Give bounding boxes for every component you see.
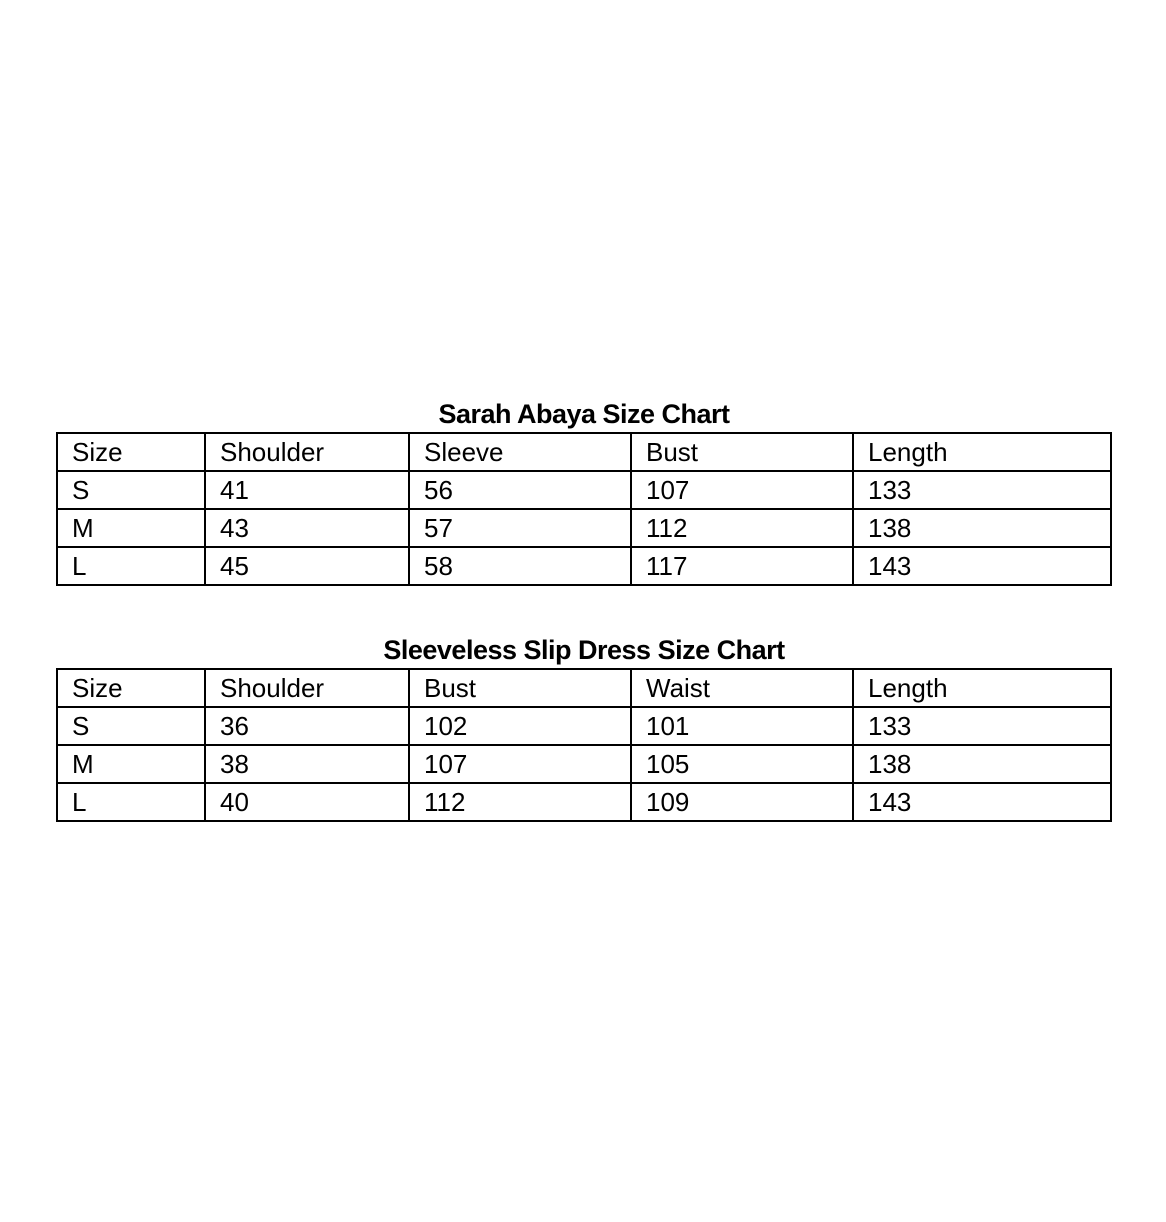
slip-dress-size-chart <box>56 632 1112 822</box>
table-cell: S <box>57 471 205 509</box>
table-cell: 40 <box>205 783 409 821</box>
header-cell-size: Size <box>57 433 205 471</box>
abaya-size-chart <box>56 396 1112 586</box>
header-cell-bust: Bust <box>409 669 631 707</box>
chart-title: Sarah Abaya Size Chart <box>438 399 730 429</box>
table-cell: 133 <box>853 707 1111 745</box>
table-cell: 105 <box>631 745 853 783</box>
table-cell: 58 <box>409 547 631 585</box>
table-cell: 101 <box>631 707 853 745</box>
table-cell: 112 <box>631 509 853 547</box>
table-row <box>57 707 1111 745</box>
table-header-row <box>57 669 1111 707</box>
table-row <box>57 471 1111 509</box>
header-cell-waist: Waist <box>631 669 853 707</box>
table-cell: 143 <box>853 783 1111 821</box>
header-cell-bust: Bust <box>631 433 853 471</box>
table-cell: 133 <box>853 471 1111 509</box>
header-cell-length: Length <box>853 433 1111 471</box>
table-cell: M <box>57 509 205 547</box>
table-row <box>57 783 1111 821</box>
table-cell: 117 <box>631 547 853 585</box>
table-row <box>57 509 1111 547</box>
table-row <box>57 745 1111 783</box>
header-cell-shoulder: Shoulder <box>205 433 409 471</box>
table-cell: 109 <box>631 783 853 821</box>
table-cell: 56 <box>409 471 631 509</box>
table-cell: M <box>57 745 205 783</box>
size-table <box>56 668 1112 822</box>
table-cell: S <box>57 707 205 745</box>
header-cell-length: Length <box>853 669 1111 707</box>
table-cell: 36 <box>205 707 409 745</box>
table-cell: 138 <box>853 745 1111 783</box>
table-cell: L <box>57 783 205 821</box>
table-cell: 112 <box>409 783 631 821</box>
size-table <box>56 432 1112 586</box>
table-cell: 38 <box>205 745 409 783</box>
table-cell: 43 <box>205 509 409 547</box>
table-cell: 45 <box>205 547 409 585</box>
table-cell: 41 <box>205 471 409 509</box>
table-cell: 138 <box>853 509 1111 547</box>
header-cell-sleeve: Sleeve <box>409 433 631 471</box>
table-cell: L <box>57 547 205 585</box>
header-cell-shoulder: Shoulder <box>205 669 409 707</box>
table-row <box>57 547 1111 585</box>
table-cell: 102 <box>409 707 631 745</box>
table-cell: 107 <box>409 745 631 783</box>
table-header-row <box>57 433 1111 471</box>
header-cell-size: Size <box>57 669 205 707</box>
table-cell: 57 <box>409 509 631 547</box>
table-cell: 107 <box>631 471 853 509</box>
table-cell: 143 <box>853 547 1111 585</box>
chart-title: Sleeveless Slip Dress Size Chart <box>383 635 785 665</box>
